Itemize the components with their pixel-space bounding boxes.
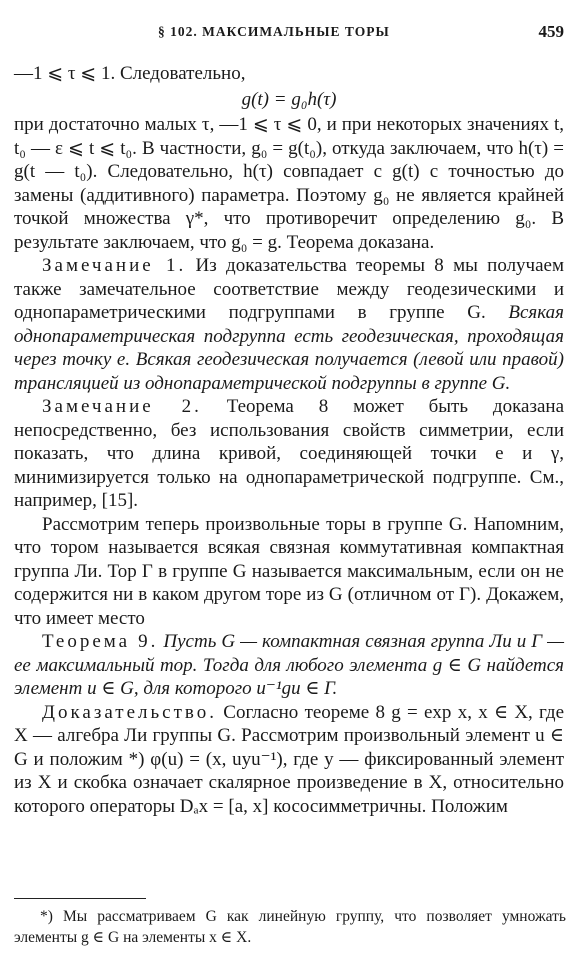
remark-2 — [14, 395, 564, 513]
paragraph-proof-end: при достаточно малых τ, —1 ⩽ τ ⩽ 0, и при некоторых значениях t, t₀ — ε ⩽ t ⩽ t₀. В частности, g₀ = g(t₀), откуда заключаем, что h(τ) = g(t — t₀). Следовательно, h(τ) совпадает с g(t) с точностью до замены (аддитивного) параметра. Поэтому g₀ не является крайней точкой множества γ*, что противоречит определению g₀. В результате заключаем, что g₀ = g. Теорема доказана. — [14, 114, 564, 253]
page-body — [14, 62, 564, 818]
running-head: § 102. МАКСИМАЛЬНЫЕ ТОРЫ — [158, 24, 390, 39]
remark-1-label: Замечание 1. — [42, 255, 187, 276]
remark-1-italic: Всякая однопараметрическая подгруппа есть геодезическая, проходящая через точку e. Всякая геодезическая получается (левой или правой) трансляцией из однопараметрической подгруппы в группе G. — [14, 302, 564, 394]
theorem-label: Теорема 9. — [42, 631, 159, 652]
proof-text: Согласно теореме 8 g = exp x, x ∈ X, где X — алгебра Ли группы G. Рассмотрим произвольный элемент u ∈ G и положим *) φ(u) = (x, uyu⁻¹), где y — фиксированный элемент из X и скобка означает скалярное произведение в X, относительно которого операторы Dₐx = [a, x] кососимметричны. Положим — [14, 701, 565, 817]
page-header — [0, 22, 580, 46]
page-number: 459 — [538, 22, 564, 41]
paragraph-tori: Рассмотрим теперь произвольные торы в группе G. Напомним, что тором называется всякая связная коммутативная компактная группа Ли. Тор Γ в группе G называется максимальным, если он не содержится ни в каком другом торе из G (отличном от Γ). Докажем, что имеет место — [14, 513, 564, 629]
first-line: —1 ⩽ τ ⩽ 1. Следовательно, — [14, 63, 246, 84]
theorem-text: Пусть G — компактная связная группа Ли и Γ — ее максимальный тор. Тогда для любого элемента g ∈ G найдется элемент u ∈ G, для которого u⁻¹gu ∈ Γ. — [14, 631, 564, 699]
theorem-9 — [14, 630, 564, 701]
remark-2-text: Теорема 8 может быть доказана непосредственно, без использования свойств симметрии, если показать, что длина кривой, соединяющей точки e и γ, минимизируется только на однопараметрической подгруппе. См., например, [15]. — [14, 396, 564, 511]
proof-label: Доказательство. — [42, 701, 217, 723]
remark-2-label: Замечание 2. — [42, 396, 202, 417]
formula: g(t) = g₀h(τ) — [241, 88, 337, 110]
remark-1 — [14, 254, 564, 395]
remark-1-text: Из доказательства теоремы 8 мы получаем также замечательное соответствие между геодезическими и однопараметрическими подгруппами в группе G. — [14, 255, 564, 323]
footnote-rule — [14, 898, 146, 899]
footnote: *) Мы рассматриваем G как линейную группу, что позволяет умножать элементы g ∈ G на элементы x ∈ X. — [14, 908, 566, 946]
proof — [14, 701, 564, 819]
